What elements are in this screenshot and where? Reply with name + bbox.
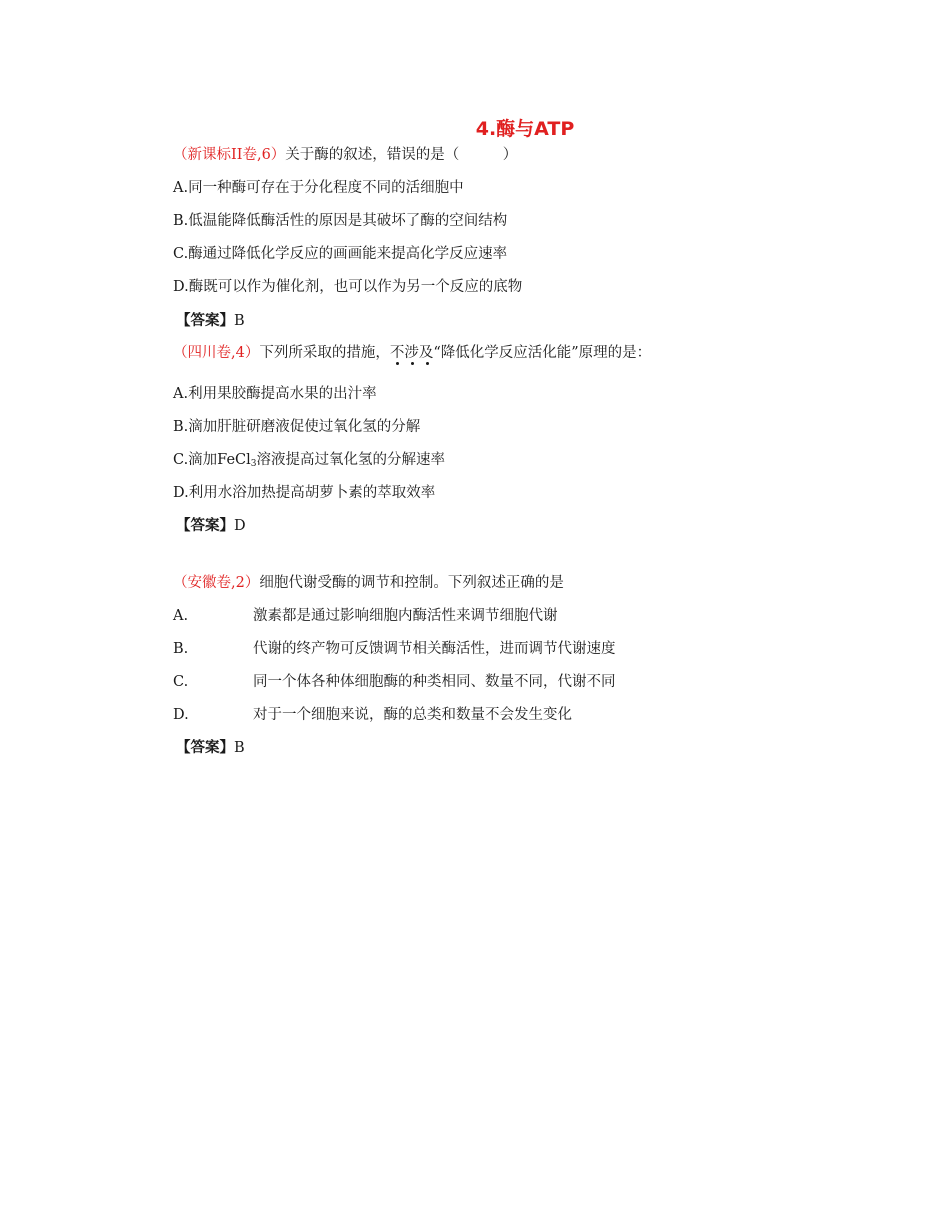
answer-value: B: [234, 313, 245, 329]
question-2-answer: [176, 516, 246, 536]
question-3-text: 细胞代谢受酶的调节和控制。下列叙述正确的是: [259, 575, 564, 591]
question-2-option-b: B.滴加肝脏研磨液促使过氧化氢的分解: [173, 419, 421, 435]
question-3-answer: [176, 738, 245, 758]
answer-value: B: [234, 740, 245, 756]
question-2-source: （四川卷,4）: [173, 345, 260, 361]
question-3-option-c-text: 同一个体各种体细胞酶的种类相同、数量不同，代谢不同: [253, 674, 616, 690]
question-1-option-a: A.同一种酶可存在于分化程度不同的活细胞中: [173, 180, 464, 196]
question-3-stem: [173, 573, 564, 593]
question-3-option-b-text: 代谢的终产物可反馈调节相关酶活性，进而调节代谢速度: [253, 641, 616, 657]
question-2-text-pre: 下列所采取的措施，: [259, 345, 390, 361]
question-1-option-b: B.低温能降低酶活性的原因是其破坏了酶的空间结构: [173, 213, 508, 229]
answer-label: 【答案】: [176, 312, 234, 329]
question-2-emphasis: 不涉及: [390, 345, 434, 361]
question-1-stem: [173, 145, 517, 165]
document-title: 4.酶与ATP: [475, 118, 575, 140]
question-3-option-a-label: A.: [173, 608, 189, 624]
question-1-text: 关于酶的叙述，错误的是（ ）: [285, 147, 518, 163]
question-3-option-d-label: D.: [173, 707, 189, 723]
question-3-option-b-label: B.: [173, 641, 189, 657]
question-2-option-c: C.滴加FeCl$_3$溶液提高过氧化氢的分解速率: [173, 452, 446, 469]
question-1-option-c: C.酶通过降低化学反应的画画能来提高化学反应速率: [173, 246, 508, 262]
question-1-option-d: D.酶既可以作为催化剂，也可以作为另一个反应的底物: [173, 279, 523, 295]
question-1-source: （新课标II卷,6）: [173, 147, 286, 163]
question-2-option-a: A.利用果胶酶提高水果的出汁率: [173, 386, 377, 402]
question-3-source: （安徽卷,2）: [173, 575, 260, 591]
question-2-option-d: D.利用水浴加热提高胡萝卜素的萃取效率: [173, 485, 436, 501]
emphasis-dots: [390, 362, 434, 368]
question-3-option-d-text: 对于一个细胞来说，酶的总类和数量不会发生变化: [253, 707, 572, 723]
question-1-answer: [176, 311, 245, 331]
answer-label: 【答案】: [176, 517, 234, 534]
question-2-stem: [173, 343, 651, 363]
question-3-option-c-label: C.: [173, 674, 189, 690]
answer-value: D: [234, 518, 246, 534]
question-2-text-post: “降低化学反应活化能”原理的是：: [433, 345, 652, 361]
question-3-option-a-text: 激素都是通过影响细胞内酶活性来调节细胞代谢: [253, 608, 558, 624]
answer-label: 【答案】: [176, 739, 234, 756]
